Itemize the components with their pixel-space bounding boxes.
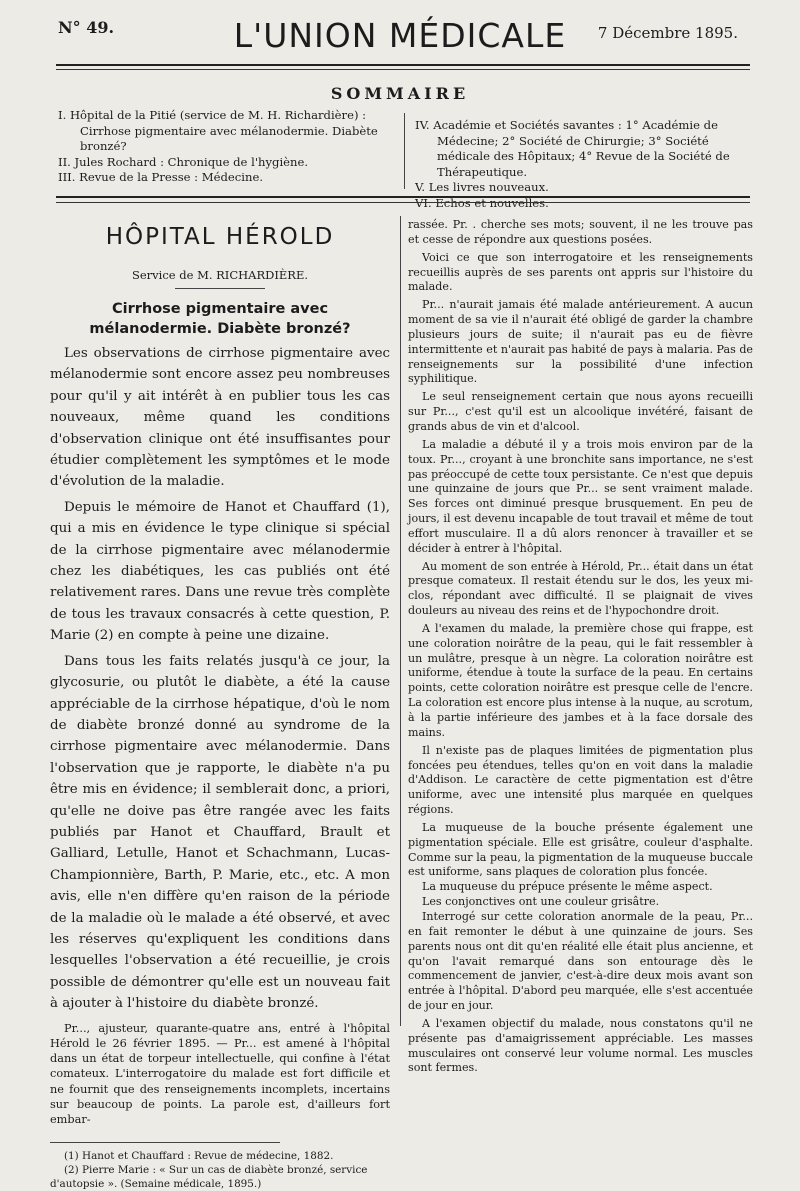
right-column bbox=[408, 218, 753, 1076]
body-paragraph: Interrogé sur cette coloration anormale de la peau, Pr... en fait remonter le début à une quinzaine de jours. Ses parents nous ont dit qu'en réalité elle était plus ancienne, et qu'on l'avait remarqué dans son entourage dès le commencement de janvier, c'est-à-dire deux mois avant son entrée à l'hôpital. D'abord peu marquée, elle s'est accentuée de jour en jour. bbox=[408, 909, 753, 1013]
body-paragraph: Les conjonctives ont une couleur grisâtre. bbox=[422, 895, 660, 909]
body-paragraph: A l'examen du malade, la première chose qui frappe, est une coloration noirâtre de la peau, qui le fait ressembler à un mulâtre, presque à un nègre. La coloration noirâtre est uniforme, étendue à toute la surface de la peau. En certains points, cette coloration noirâtre est presque celle de l'encre. La coloration est encore plus intense à la nuque, au scrotum, à la partie inférieure des jambes et à la face dorsale des mains. bbox=[408, 621, 753, 739]
footnote-rule bbox=[50, 1142, 280, 1143]
sommaire-item: III. Revue de la Presse : Médecine. bbox=[58, 170, 264, 184]
body-paragraph: Au moment de son entrée à Hérold, Pr... était dans un état presque comateux. Il restait étendu sur le dos, les yeux mi-clos, répondant avec difficulté. Il se plaignait de vives douleurs au niveau des reins et de l'hypochondre droit. bbox=[408, 559, 753, 618]
sommaire-divider bbox=[404, 113, 405, 189]
service-rule bbox=[175, 288, 265, 289]
body-paragraph: Les observations de cirrhose pigmentaire avec mélanodermie sont encore assez peu nombreuses pour qu'il y ait intérêt à en publier tous les cas nouveaux, même quand les conditions d'observation clinique ont été insuffisantes pour étudier complètement les symptômes et le mode d'évolution de la maladie. bbox=[50, 346, 390, 490]
article-title: Cirrhose pigmentaire avec mélanodermie. Diabète bronzé? bbox=[89, 301, 351, 337]
body-paragraph: Depuis le mémoire de Hanot et Chauffard (1), qui a mis en évidence le type clinique si spécial de la cirrhose pigmentaire avec mélanodermie chez les diabétiques, les cas publiés ont été relativement rares. Dans une revue très complète de tous les travaux consacrés à cette question, P. Marie (2) en compte à peine une dizaine. bbox=[50, 499, 390, 644]
masthead-title: L'UNION MÉDICALE bbox=[233, 16, 567, 55]
sommaire-item: V. Les livres nouveaux. bbox=[415, 180, 549, 194]
sommaire-item: I. Hôpital de la Pitié (service de M. H. Richardière) : Cirrhose pigmentaire avec mélanodermie. Diabète bronzé? bbox=[58, 108, 378, 153]
sommaire-bottom-rule bbox=[56, 196, 750, 198]
service-line: Service de M. RICHARDIÈRE. bbox=[131, 268, 309, 282]
sommaire-left bbox=[58, 108, 398, 186]
body-paragraph: Le seul renseignement certain que nous ayons recueilli sur Pr..., c'est qu'il est un alcoolique invétéré, faisant de grands abus de vin et d'alcool. bbox=[408, 390, 753, 433]
footnote: (1) Hanot et Chauffard : Revue de médecine, 1882. bbox=[64, 1149, 334, 1162]
hospital-heading: HÔPITAL HÉROLD bbox=[105, 224, 335, 250]
masthead-rule bbox=[56, 64, 750, 66]
body-paragraph: La muqueuse du prépuce présente le même aspect. bbox=[422, 880, 713, 894]
masthead-rule-thin bbox=[56, 69, 750, 70]
sommaire-item: IV. Académie et Sociétés savantes : 1° Académie de Médecine; 2° Société de Chirurgie; 3° Société médicale des Hôpitaux; 4° Revue de la Société de Thérapeutique. bbox=[415, 118, 730, 179]
case-paragraph: Pr..., ajusteur, quarante-quatre ans, entré à l'hôpital Hérold le 26 février 1895. — Pr... est amené à l'hôpital dans un état de torpeur intellectuelle, qui confine à l'état comateux. L'interrogatoire du malade est fort difficile et ne fournit que des renseignements incomplets, incertains sur beaucoup de points. La parole est, d'ailleurs fort embar- bbox=[50, 1021, 390, 1127]
body-paragraph: A l'examen objectif du malade, nous constatons qu'il ne présente pas d'amaigrissement appréciable. Les masses musculaires ont conservé leur volume normal. Les muscles sont fermes. bbox=[408, 1016, 753, 1075]
body-paragraph: Il n'existe pas de plaques limitées de pigmentation plus foncées peu étendues, telles qu'on en voit dans la maladie d'Addison. Le caractère de cette pigmentation est d'être uniforme, avec une intensité plus marquée en quelques régions. bbox=[408, 743, 753, 817]
body-paragraph: La muqueuse de la bouche présente également une pigmentation spéciale. Elle est grisâtre, couleur d'asphalte. Comme sur la peau, la pigmentation de la muqueuse buccale est uniforme, sans plaques de coloration plus foncée. bbox=[408, 820, 753, 879]
sommaire-bottom-rule-thin bbox=[56, 202, 750, 203]
body-paragraph: rassée. Pr. . cherche ses mots; souvent, il ne les trouve pas et cesse de répondre aux questions posées. bbox=[408, 218, 753, 246]
sommaire-title: SOMMAIRE bbox=[330, 84, 470, 103]
issue-date: 7 Décembre 1895. bbox=[597, 24, 738, 42]
body-paragraph: La maladie a débuté il y a trois mois environ par de la toux. Pr..., croyant à une bronchite sans importance, ne s'est pas préoccupé de cette toux persistante. Ce n'est que depuis une quinzaine de jours que Pr... se sent vraiment malade. Ses forces ont diminué presque brusquement. En peu de jours, il est devenu incapable de tout travail et même de tout effort musculaire. Il a dû alors renoncer à travailler et se décider à entrer à l'hôpital. bbox=[408, 437, 753, 555]
body-paragraph: Dans tous les faits relatés jusqu'à ce jour, la glycosurie, ou plutôt le diabète, a été la cause appréciable de la cirrhose hépatique, d'où le nom de diabète bronzé donné au syndrome de la cirrhose pigmentaire avec mélanodermie. Dans l'observation que je rapporte, le diabète n'a pu être mis en évidence; il semblerait donc, a priori, qu'elle ne doive pas être rangée avec les faits publiés par Hanot et Chauffard, Brault et Galliard, Letulle, Hanot et Schachmann, Lucas-Championnière, Barth, P. Marie, etc., etc. A mon avis, elle n'en diffère qu'en raison de la période de la maladie où le malade a été observé, et avec les réserves qu'expliquent les conditions dans lesquelles l'observation a été recueillie, je crois possible de démontrer qu'elle est un nouveau fait à ajouter à l'histoire du diabète bronzé. bbox=[50, 653, 390, 1012]
footnote: (2) Pierre Marie : « Sur un cas de diabète bronzé, service d'autopsie ». (Semaine médicale, 1895.) bbox=[50, 1163, 368, 1190]
column-divider bbox=[400, 216, 401, 1026]
body-paragraph: Pr... n'aurait jamais été malade antérieurement. A aucun moment de sa vie il n'aurait été obligé de garder la chambre plusieurs jours de suite; il n'aurait pas eu de fièvre intermittente et n'aurait pas habité de pays à malaria. Pas de renseignements sur la possibilité d'une infection syphilitique. bbox=[408, 298, 753, 386]
issue-number: N° 49. bbox=[58, 18, 115, 37]
sommaire-item: II. Jules Rochard : Chronique de l'hygiène. bbox=[58, 154, 309, 169]
left-column bbox=[50, 216, 390, 1191]
sommaire-item: VI. Échos et nouvelles. bbox=[415, 195, 549, 210]
body-paragraph: Voici ce que son interrogatoire et les renseignements recueillis auprès de ses parents ont appris sur l'histoire du malade. bbox=[408, 250, 753, 294]
